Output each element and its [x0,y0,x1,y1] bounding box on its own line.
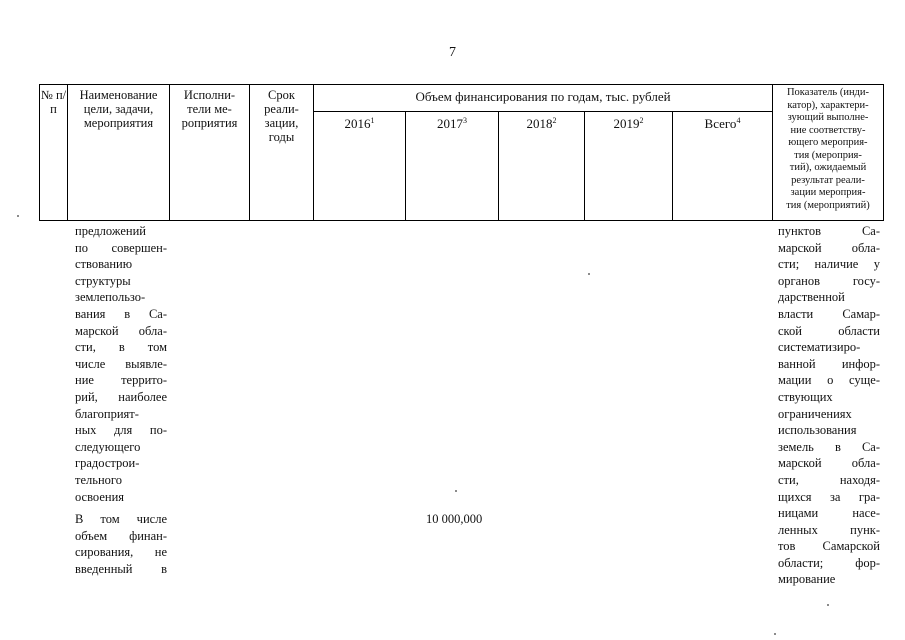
cell-measure-name: предложений по совершен- ствованию структуры землепользо- вания в Са- марской обла- сти, в том числе выявле- ние террито- рий, наиболее благоприят- ных для по- следующего градострои- тельного освоения [75,224,167,504]
header-name: Наименование цели, задачи, мероприятия [79,88,158,130]
header-executors: Исполни- тели ме- роприятия [181,88,238,130]
page-number: 7 [449,45,456,60]
scan-speck [17,215,19,217]
cell-amount-2017: 10 000,000 [426,512,483,526]
header-term: Срок реали- зации, годы [264,88,299,144]
scan-speck [774,633,776,635]
header-total: Всего$^4$ [704,116,741,131]
header-year-2018: 2018$^2$ [526,116,557,131]
header-year-2017: 2017$^3$ [437,116,467,131]
cell-indicator: пунктов Са- марской обла- сти; наличие у органов госу- дарственной власти Самар- ской области систематизиро- ванной инфор- мации о суще- ствующих ограничениях использования земель в Са- марской обла- сти, находя- щихся за гра- ницами насе- ленных пунк- тов Самарской области; фор- мирование [778,224,880,587]
header-number: № п/п [40,88,67,116]
header-year-2019: 2019$^2$ [613,116,644,131]
scan-speck [827,604,829,606]
scan-speck [588,273,590,275]
header-indicator: Показатель (инди- катор), характери- зующий выполне- ние соответству- ющего мероприя- тия (мероприя- тий), ожидаемый результат реали- зации мероприя- тия (мероприятий) [786,87,870,211]
cell-funding-note: В том числе объем финан- сирования, не введенный в [75,512,167,576]
header-funding-title: Объем финансирования по годам, тыс. рублей [415,89,671,104]
header-year-2016: 2016$^1$ [344,116,375,131]
scan-speck [455,490,457,492]
